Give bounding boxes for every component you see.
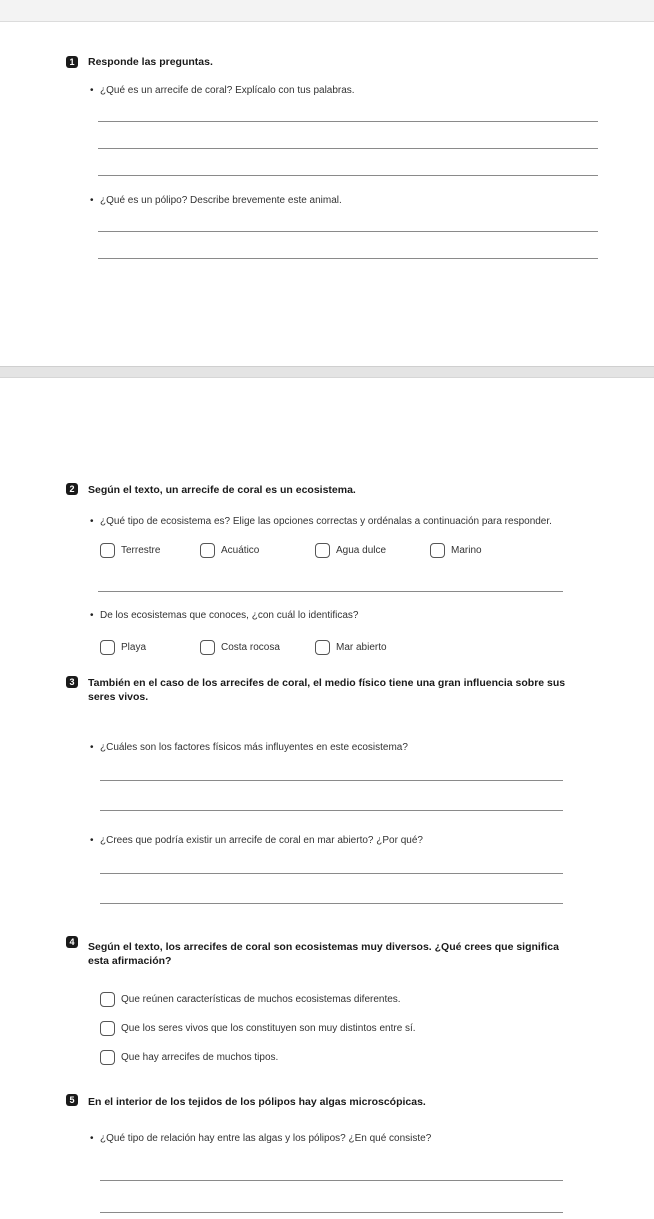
answer-line[interactable] [100, 780, 563, 781]
question-1-bullet-1: • ¿Qué es un arrecife de coral? Explícalo con tus palabras. [100, 84, 355, 97]
checkbox-icon[interactable] [315, 543, 330, 558]
option-label: Que reúnen características de muchos ecosistemas diferentes. [121, 994, 401, 1005]
question-3-title-line-1: También en el caso de los arrecifes de coral, el medio físico tiene una gran influencia sobre sus [88, 677, 566, 689]
checkbox-icon[interactable] [100, 992, 115, 1007]
question-2-bullet-1: • ¿Qué tipo de ecosistema es? Elige las opciones correctas y ordénalas a continuación para responder. [100, 515, 552, 528]
option-checkbox[interactable] [315, 640, 387, 655]
answer-line[interactable] [100, 903, 563, 904]
answer-line[interactable] [98, 231, 598, 232]
question-3-number: 3 [66, 676, 78, 688]
option-label: Costa rocosa [221, 642, 280, 653]
answer-line[interactable] [100, 873, 563, 874]
answer-line[interactable] [98, 175, 598, 176]
question-2-title: Según el texto, un arrecife de coral es un ecosistema. [88, 484, 356, 496]
option-label: Que hay arrecifes de muchos tipos. [121, 1052, 279, 1063]
question-4-number: 4 [66, 936, 78, 948]
checkbox-icon[interactable] [100, 640, 115, 655]
answer-line[interactable] [100, 1180, 563, 1181]
option-checkbox[interactable] [200, 640, 280, 655]
option-label: Que los seres vivos que los constituyen son muy distintos entre sí. [121, 1023, 416, 1034]
option-checkbox[interactable] [100, 1050, 278, 1065]
question-4-title-line-2: esta afirmación? [88, 955, 172, 967]
checkbox-icon[interactable] [315, 640, 330, 655]
option-label: Marino [451, 545, 482, 556]
checkbox-icon[interactable] [200, 543, 215, 558]
answer-line[interactable] [98, 591, 563, 592]
option-label: Mar abierto [336, 642, 387, 653]
answer-line[interactable] [100, 810, 563, 811]
option-checkbox[interactable] [100, 543, 160, 558]
option-checkbox[interactable] [100, 992, 401, 1007]
question-3-bullet-1: • ¿Cuáles son los factores físicos más influyentes en este ecosistema? [100, 741, 408, 754]
question-1-bullet-2: • ¿Qué es un pólipo? Describe brevemente este animal. [100, 194, 342, 207]
checkbox-icon[interactable] [430, 543, 445, 558]
answer-line[interactable] [98, 258, 598, 259]
option-checkbox[interactable] [200, 543, 259, 558]
option-checkbox[interactable] [100, 1021, 416, 1036]
answer-line[interactable] [98, 121, 598, 122]
question-5-bullet-1: • ¿Qué tipo de relación hay entre las algas y los pólipos? ¿En qué consiste? [100, 1132, 431, 1145]
checkbox-icon[interactable] [100, 543, 115, 558]
question-1-title: Responde las preguntas. [88, 56, 213, 68]
question-5-title: En el interior de los tejidos de los pólipos hay algas microscópicas. [88, 1096, 426, 1108]
page-divider [0, 366, 654, 378]
checkbox-icon[interactable] [100, 1050, 115, 1065]
option-label: Terrestre [121, 545, 161, 556]
question-3-title-line-2: seres vivos. [88, 691, 149, 703]
option-checkbox[interactable] [100, 640, 146, 655]
answer-line[interactable] [98, 148, 598, 149]
option-label: Agua dulce [336, 545, 387, 556]
question-3-bullet-2: • ¿Crees que podría existir un arrecife de coral en mar abierto? ¿Por qué? [100, 834, 423, 847]
question-5-number: 5 [66, 1094, 78, 1106]
question-4-title-line-1: Según el texto, los arrecifes de coral son ecosistemas muy diversos. ¿Qué crees que significa [88, 941, 559, 953]
checkbox-icon[interactable] [100, 1021, 115, 1036]
viewer-top-bar [0, 0, 654, 22]
option-label: Acuático [221, 545, 260, 556]
option-checkbox[interactable] [430, 543, 482, 558]
question-2-number: 2 [66, 483, 78, 495]
answer-line[interactable] [100, 1212, 563, 1213]
option-checkbox[interactable] [315, 543, 386, 558]
question-2-bullet-2: • De los ecosistemas que conoces, ¿con cuál lo identificas? [100, 609, 358, 622]
checkbox-icon[interactable] [200, 640, 215, 655]
question-1-number: 1 [66, 56, 78, 68]
option-label: Playa [121, 642, 147, 653]
